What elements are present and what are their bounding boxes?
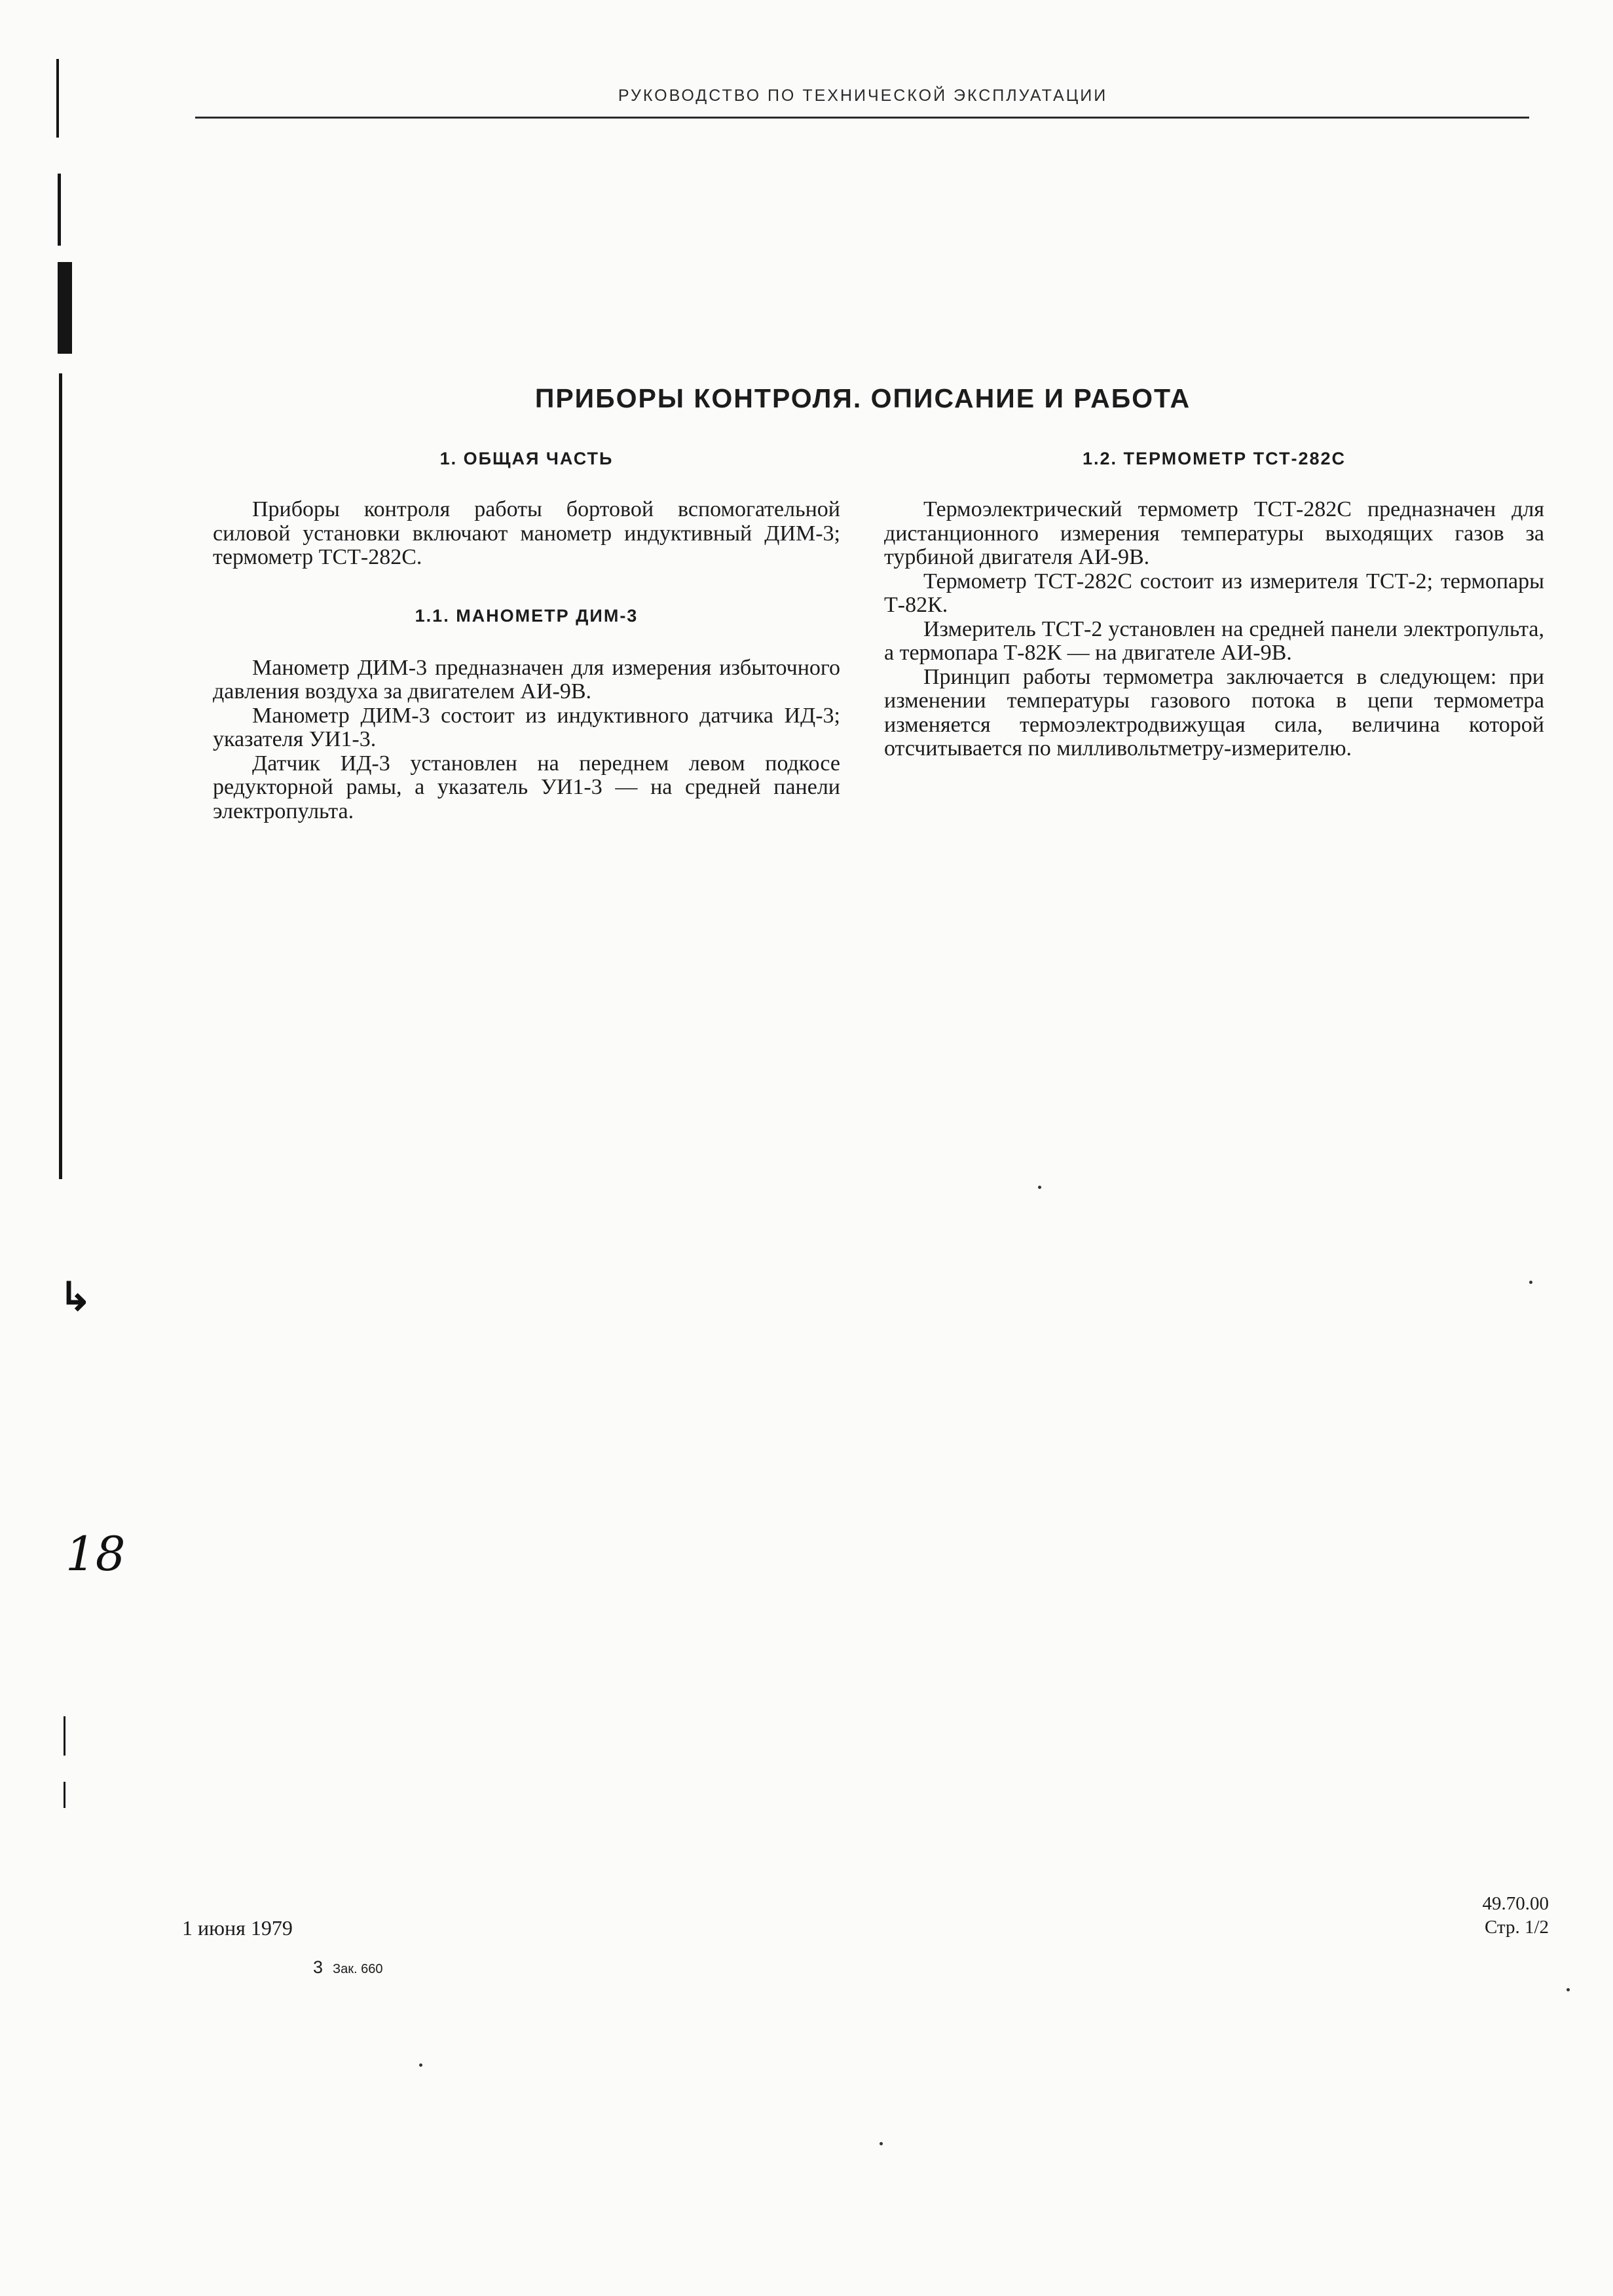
print-order bbox=[313, 1957, 382, 1978]
page-reference bbox=[1483, 1892, 1549, 1939]
page-number: Стр. 1/2 bbox=[1484, 1917, 1549, 1938]
revision-date: 1 июня 1979 bbox=[182, 1916, 293, 1940]
binding-mark bbox=[64, 1782, 65, 1808]
paragraph-manometer-installation: Датчик ИД-3 установлен на переднем левом подкосе редукторной рамы, а указатель УИ1-3 — на средней панели электропульта. bbox=[213, 751, 840, 823]
right-column bbox=[884, 445, 1544, 761]
paragraph-manometer-composition: Манометр ДИМ-3 состоит из индуктивного датчика ИД-3; указателя УИ1-3. bbox=[213, 703, 840, 751]
paragraph-thermometer-purpose: Термоэлектрический термометр ТСТ-282С предназначен для дистанционного измерения температуры выходящих газов за турбиной двигателя АИ-9В. bbox=[884, 497, 1544, 569]
margin-handwritten-number: 18 bbox=[65, 1526, 126, 1581]
order-label: Зак. 660 bbox=[333, 1962, 383, 1976]
order-number: 3 bbox=[313, 1957, 324, 1977]
left-column bbox=[213, 445, 840, 823]
binding-mark bbox=[58, 174, 61, 246]
paragraph-thermometer-composition: Термометр ТСТ-282С состоит из измерителя ТСТ-2; термопары Т-82К. bbox=[884, 569, 1544, 617]
margin-arrow-mark: ↳ bbox=[59, 1275, 92, 1319]
binding-mark bbox=[56, 59, 59, 138]
binding-mark bbox=[58, 262, 72, 354]
scan-speck bbox=[1529, 1281, 1532, 1284]
section-heading-manometer: 1.1. МАНОМЕТР ДИМ-3 bbox=[415, 605, 639, 626]
scan-speck bbox=[1038, 1186, 1041, 1189]
scan-speck bbox=[419, 2063, 422, 2067]
scan-speck bbox=[880, 2142, 883, 2145]
paragraph-general: Приборы контроля работы бортовой вспомогательной силовой установки включают манометр индуктивный ДИМ-3; термометр ТСТ-282С. bbox=[213, 497, 840, 569]
page-title: ПРИБОРЫ КОНТРОЛЯ. ОПИСАНИЕ И РАБОТА bbox=[534, 383, 1191, 413]
paragraph-manometer-purpose: Манометр ДИМ-3 предназначен для измерения избыточного давления воздуха за двигателем АИ-9В. bbox=[213, 655, 840, 704]
paragraph-thermometer-principle: Принцип работы термометра заключается в следующем: при изменении температуры газового потока в цепи термометра изменяется термоэлектродвижущая сила, величина которой отсчитывается по милливольтметру-измерителю. bbox=[884, 664, 1544, 761]
paragraph-thermometer-installation: Измеритель ТСТ-2 установлен на средней панели электропульта, а термопара Т-82К — на двигателе АИ-9В. bbox=[884, 616, 1544, 665]
binding-mark bbox=[59, 373, 62, 1179]
header-rule bbox=[195, 117, 1529, 119]
section-heading-general: 1. ОБЩАЯ ЧАСТЬ bbox=[439, 449, 614, 468]
scan-speck bbox=[1567, 1988, 1570, 1991]
binding-mark bbox=[64, 1716, 65, 1756]
running-header: РУКОВОДСТВО ПО ТЕХНИЧЕСКОЙ ЭКСПЛУАТАЦИИ bbox=[618, 86, 1108, 105]
section-heading-thermometer: 1.2. ТЕРМОМЕТР ТСТ-282С bbox=[1082, 449, 1346, 468]
document-code: 49.70.00 bbox=[1482, 1893, 1549, 1914]
